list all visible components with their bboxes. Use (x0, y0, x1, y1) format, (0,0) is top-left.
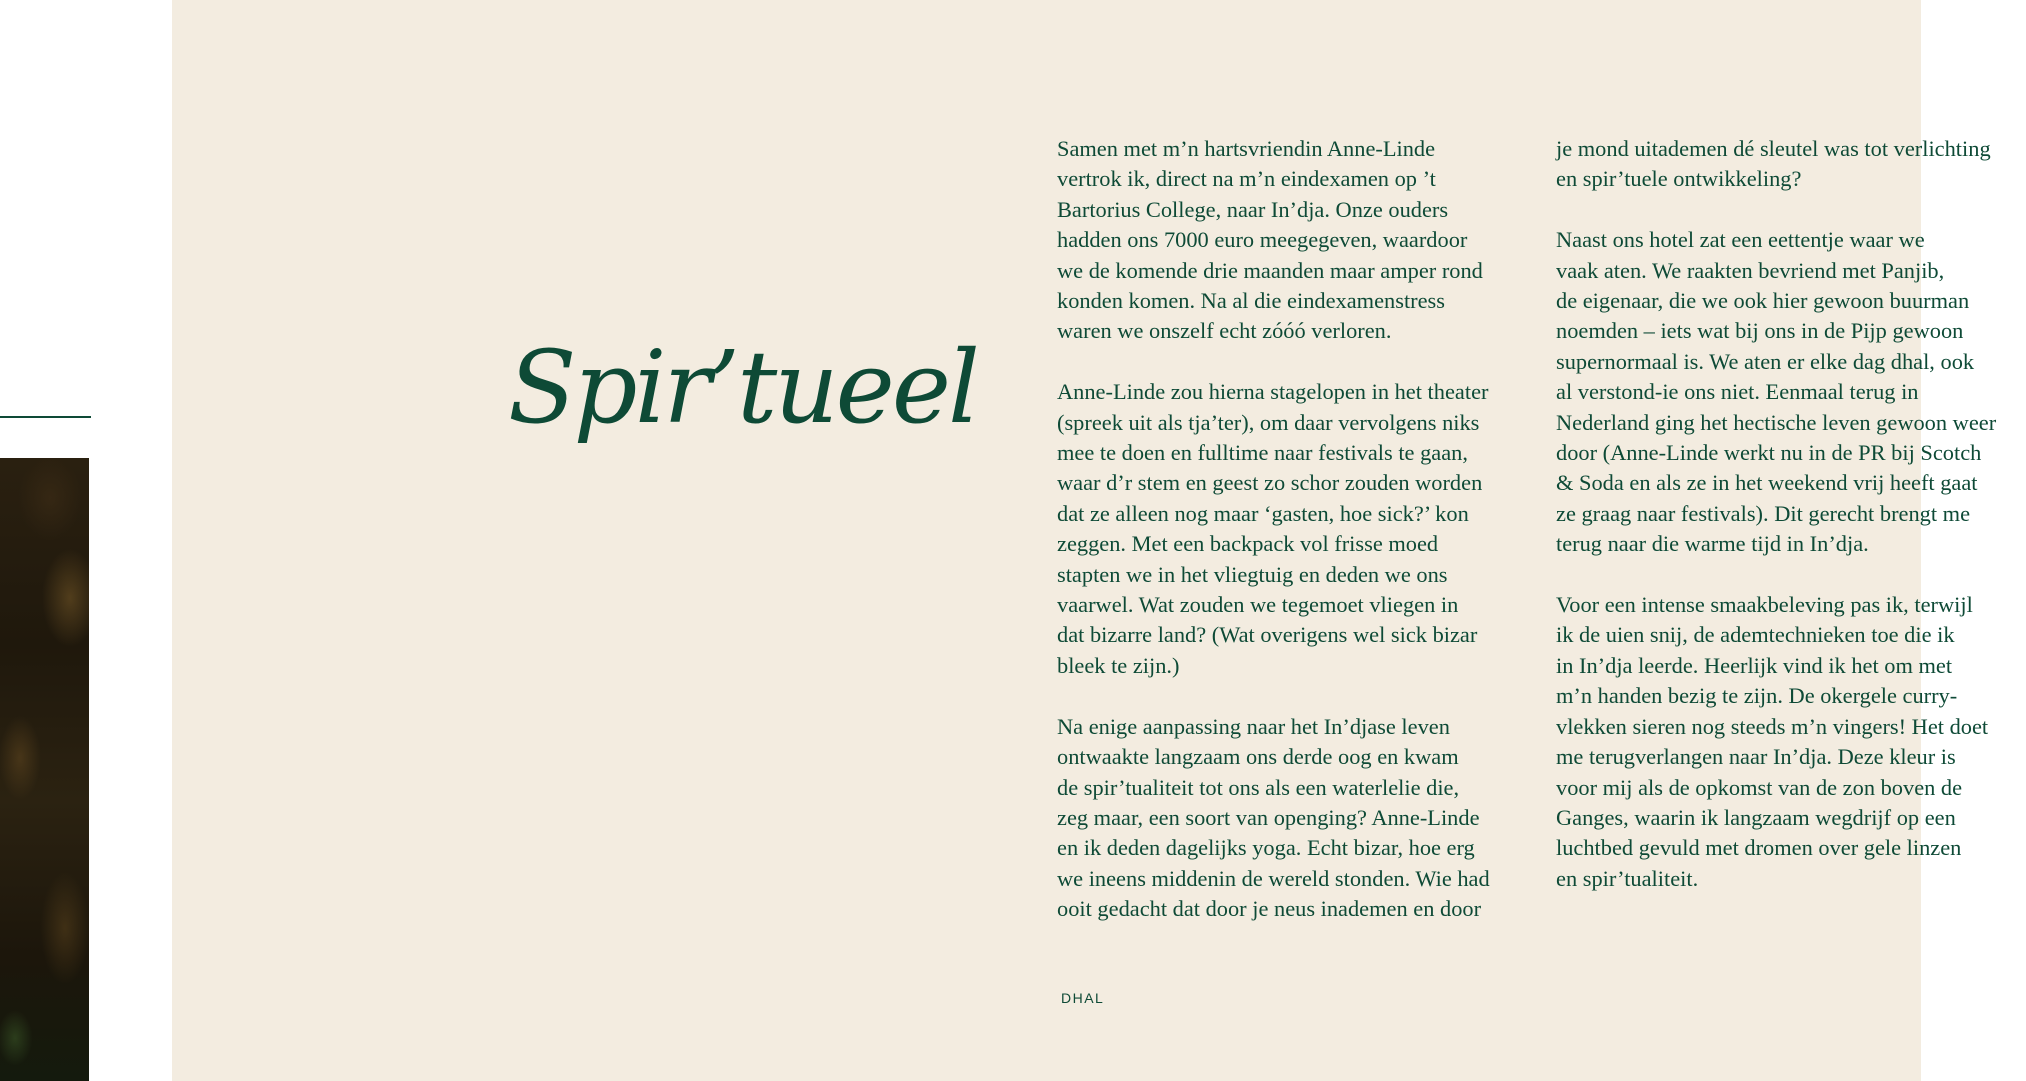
text-column-2 (1556, 134, 2026, 925)
text-column-1 (1057, 134, 1527, 955)
left-divider-rule (0, 416, 91, 418)
paragraph: je mond uitademen dé sleutel was tot verlichting en spir’tuele ontwikkeling? (1556, 136, 1991, 192)
article-title: Spir’tueel (508, 329, 978, 446)
cropped-photo (0, 458, 89, 1081)
paragraph: Anne-Linde zou hierna stagelopen in het theater (spreek uit als tja’ter), om daar vervolgens niks mee te doen en fulltime naar festivals te gaan, waar d’r stem en geest zo schor zouden worden dat ze alleen nog maar ‘gasten, hoe sick?’ kon zeggen. Met een backpack vol frisse moed stapten we in het vliegtuig en deden we ons vaarwel. Wat zouden we tegemoet vliegen in dat bizarre land? (Wat overigens wel sick bizar bleek te zijn.) (1057, 379, 1489, 678)
article-page (172, 0, 1997, 1081)
paragraph: Voor een intense smaakbeleving pas ik, terwijl ik de uien snij, de ademtechnieken toe die ik in In’dja leerde. Heerlijk vind ik het om met m’n handen bezig te zijn. De okergele curry- vlekken sieren nog steeds m’n vingers! Het doet me terugverlangen naar In’dja. Deze kleur is voor mij als de opkomst van de zon boven de Ganges, waarin ik langzaam wegdrijf op een luchtbed gevuld met dromen over gele linzen en spir’tualiteit. (1556, 592, 1989, 891)
running-footer: DHAL (1061, 990, 1105, 1006)
paragraph: Naast ons hotel zat een eettentje waar we vaak aten. We raakten bevriend met Panjib, de eigenaar, die we ook hier gewoon buurman noemden – iets wat bij ons in de Pijp gewoon supernormaal is. We aten er elke dag dhal, ook al verstond-ie ons niet. Eenmaal terug in Nederland ging het hectische leven gewoon weer door (Anne-Linde werkt nu in de PR bij Scotch & Soda en als ze in het weekend vrij heeft gaat ze graag naar festivals). Dit gerecht brengt me terug naar die warme tijd in In’dja. (1556, 227, 1997, 557)
paragraph: Na enige aanpassing naar het In’djase leven ontwaakte langzaam ons derde oog en kwam de spir’tualiteit tot ons als een waterlelie die, zeg maar, een soort van openging? Anne-Linde en ik deden dagelijks yoga. Echt bizar, hoe erg we ineens middenin de wereld stonden. Wie had ooit gedacht dat door je neus inademen en door (1057, 713, 1490, 922)
paragraph: Samen met m’n hartsvriendin Anne-Linde vertrok ik, direct na m’n eindexamen op ’t Bartorius College, naar In’dja. Onze ouders hadden ons 7000 euro meegegeven, waardoor we de komende drie maanden maar amper rond konden komen. Na al die eindexamenstress waren we onszelf echt zóóó verloren. (1057, 136, 1483, 344)
